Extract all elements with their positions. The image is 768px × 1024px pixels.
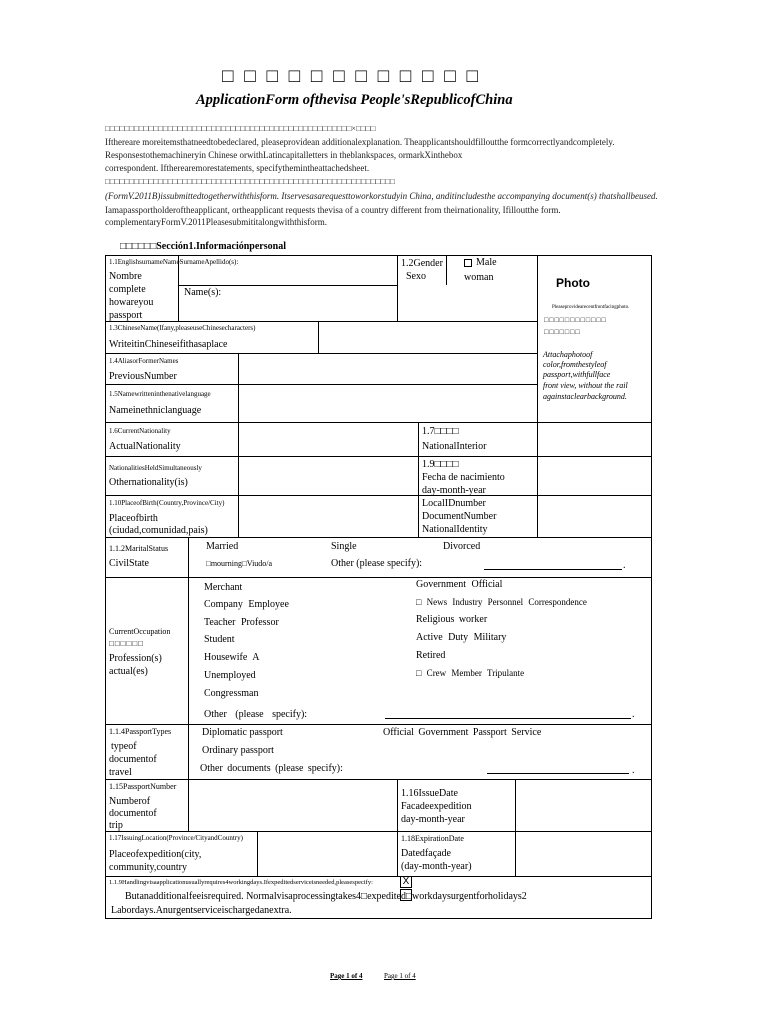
- marital-other-line[interactable]: [484, 569, 622, 570]
- marital-single-option[interactable]: Single: [331, 541, 357, 552]
- urgent-checkbox[interactable]: [400, 889, 412, 901]
- photo-instruction-small: Pleaseprovidearecentfrontfacingphoto.: [552, 305, 630, 310]
- marital-widowed-option[interactable]: □mourning□Viudo/a: [206, 559, 273, 568]
- form-title: ApplicationForm ofthevisa People'sRepublicofChina: [196, 92, 513, 108]
- photo-desc-3: passport,withfullface: [543, 370, 611, 379]
- photo-desc-1: Attachaphotoof: [543, 350, 593, 359]
- field-1-18-value-2: (day-month-year): [401, 861, 472, 872]
- field-1-14-label: 1.1.4PassportTypes: [109, 727, 172, 736]
- former-names-input[interactable]: [240, 355, 535, 382]
- field-1-19-value-1: Butanadditionalfeeisrequired. Normalvisaprocessingtakes4□expedited□workdaysurgentforholidays2: [125, 891, 527, 902]
- nationality-input[interactable]: [240, 424, 416, 454]
- photo-cjk-1: □□□□□□□□□□□□: [544, 316, 607, 324]
- field-1-1-nombre: Nombre: [109, 271, 142, 282]
- field-1-17-value-2: community,country: [109, 862, 187, 873]
- intro-line-5: complementaryFormV.2011Pleasesubmititalongwiththisform.: [105, 217, 327, 227]
- photo-title: Photo: [556, 276, 590, 290]
- section-title: [120, 241, 286, 253]
- field-1-10-label: 1.10PlaceofBirth(Country,Province/City): [109, 499, 225, 507]
- birth-date-input[interactable]: [539, 458, 650, 493]
- male-label: Male: [476, 257, 497, 268]
- field-1-11-value-3: NationalIdentity: [422, 524, 488, 535]
- gender-label: 1.2Gender: [401, 258, 443, 269]
- field-1-7-value: NationalInterior: [422, 441, 487, 452]
- field-1-10-value-1: Placeofbirth: [109, 513, 158, 524]
- field-1-7-label: 1.7□□□□: [422, 426, 459, 437]
- field-1-15-value-3: trip: [109, 820, 123, 831]
- field-1-18-label: 1.18ExpirationDate: [401, 834, 464, 843]
- occupation-cjk: □□□□□□: [109, 639, 144, 648]
- section-title-text: Sección1.Informaciónpersonal: [156, 241, 286, 252]
- occ-unemployed[interactable]: Unemployed: [204, 670, 256, 681]
- occ-company-employee[interactable]: Company Employee: [204, 599, 289, 610]
- occupation-value-2: actual(es): [109, 666, 148, 677]
- occ-student[interactable]: Student: [204, 634, 235, 645]
- gender-male-option[interactable]: [464, 257, 497, 269]
- photo-desc-4: front view, without the rail: [543, 381, 628, 390]
- occ-merchant[interactable]: Merchant: [204, 582, 243, 593]
- given-names-label: Name(s):: [184, 287, 222, 298]
- expedited-checkbox[interactable]: X: [400, 876, 412, 888]
- intro-line-2: Responsestothemachineryin Chinese orwithLatincapitalletters in theblankspaces, ormarkXinthebox: [105, 150, 463, 160]
- passport-number-input[interactable]: [190, 781, 395, 829]
- field-1-9-value-1: Fecha de nacimiento: [422, 472, 505, 483]
- passport-other-line[interactable]: [487, 773, 629, 774]
- photo-area[interactable]: [540, 258, 650, 420]
- page-indicator-2: Page 1 of 4: [384, 972, 416, 980]
- occ-news[interactable]: □ News Industry Personnel Correspondence: [416, 597, 587, 607]
- field-1-4-label: 1.4AliasorFormerNames: [109, 357, 179, 365]
- field-1-9-value-2: day-month-year: [422, 485, 486, 496]
- national-id-input[interactable]: [539, 424, 650, 454]
- gender-female-option[interactable]: [464, 272, 493, 284]
- surname-input[interactable]: [180, 265, 394, 283]
- other-nationality-input[interactable]: [240, 458, 416, 493]
- occupation-label: CurrentOccupation: [109, 627, 171, 636]
- occ-congressman[interactable]: Congressman: [204, 688, 259, 699]
- birthplace-input[interactable]: [240, 497, 416, 535]
- occupation-value-1: Profession(s): [109, 653, 162, 664]
- occ-retired[interactable]: Retired: [416, 650, 446, 661]
- field-1-1-label: 1.1EnglishsurnameNameSurnameApellido(s):: [109, 258, 239, 266]
- cjk-title: □ □ □ □ □ □ □ □ □ □ □ □: [222, 66, 481, 87]
- period: .: [632, 709, 635, 720]
- photo-desc-2: color,fromthestyleof: [543, 360, 607, 369]
- photo-cjk-2: □□□□□□□: [544, 328, 581, 336]
- intro-line-1: Ifthereare moreitemsthatneedtobedeclared, pleaseprovidean additionalexplanation. Theapplicantshouldfilloutthe formcorrectlyandcompletely.: [105, 137, 615, 147]
- marital-divorced-option[interactable]: Divorced: [443, 541, 481, 552]
- field-1-9-label: 1.9□□□□: [422, 459, 459, 470]
- issue-date-input[interactable]: [517, 781, 650, 829]
- page-indicator-1: Page 1 of 4: [330, 972, 363, 980]
- field-1-8-label: NationalitiesHeldSimultaneously: [109, 464, 202, 472]
- passport-other-label: Other documents (please specify):: [200, 763, 343, 774]
- field-1-6-label: 1.6CurrentNationality: [109, 427, 171, 435]
- occ-government[interactable]: Government Official: [416, 579, 503, 590]
- cjk-instructions-1: □□□□□□□□□□□□□□□□□□□□□□□□□□□□□□□□□□□□□□□□□□□□□□□□□□□×□□□□: [105, 124, 376, 133]
- marital-other-label: Other (please specify):: [331, 558, 423, 569]
- period: .: [623, 560, 626, 571]
- passport-ordinary-option[interactable]: Ordinary passport: [202, 745, 274, 756]
- occ-other-line[interactable]: [385, 718, 631, 719]
- chinese-name-input[interactable]: [320, 323, 535, 351]
- field-1-17-value-1: Placeofexpedition(city,: [109, 849, 202, 860]
- field-1-11-value-1: LocalIDnumber: [422, 498, 486, 509]
- photo-desc-5: againstaclearbackground.: [543, 392, 627, 401]
- female-label: woman: [464, 272, 494, 283]
- field-1-10-value-2: (ciudad,comunidad,pais): [109, 525, 208, 536]
- field-1-15-label: 1.15PassportNumber: [109, 782, 177, 791]
- field-1-16-label: 1.16IssueDate: [401, 788, 458, 799]
- field-1-14-value-2: documentof: [109, 754, 157, 765]
- field-1-12-value: CivilState: [109, 558, 149, 569]
- issuing-location-input[interactable]: [259, 833, 395, 874]
- field-1-1-complete: complete: [109, 284, 146, 295]
- field-1-16-value-2: day-month-year: [401, 814, 465, 825]
- gender-sexo: Sexo: [406, 271, 426, 282]
- field-1-3-value: WriteitinChineseifithasaplace: [109, 339, 228, 350]
- field-1-11-value-2: DocumentNumber: [422, 511, 497, 522]
- native-name-input[interactable]: [240, 386, 535, 420]
- given-names-input[interactable]: [240, 290, 394, 318]
- local-id-input[interactable]: [539, 497, 650, 535]
- field-1-1-passport: passport: [109, 310, 143, 321]
- field-1-8-value: Othernationality(is): [109, 477, 188, 488]
- field-1-17-label: 1.17IssuingLocation(Province/CityandCountry): [109, 834, 243, 842]
- occ-teacher[interactable]: Teacher Professor: [204, 617, 279, 628]
- field-1-16-value-1: Facadeexpedition: [401, 801, 472, 812]
- period: .: [632, 765, 635, 776]
- occ-crew[interactable]: □ Crew Member Tripulante: [416, 668, 525, 678]
- field-1-19-value-2: Labordays.Anurgentserviceischargedanextra.: [111, 905, 292, 916]
- field-1-19-label: 1.1.9Handlingvisaapplicationusuallyrequires4workingdays.Ifexpeditedserviceisneeded,pleasespecify:: [109, 879, 373, 886]
- occ-housewife[interactable]: Housewife A: [204, 652, 260, 663]
- italic-note: (FormV.2011B)issubmittedtogetherwiththisform. Itservesasarequesttoworkorstudyin China, anditincludesthe accompanying document(s) thatshallbeused.: [105, 191, 658, 201]
- field-1-5-label: 1.5Namewritteninthenativelanguage: [109, 390, 211, 398]
- passport-official-option[interactable]: Official Government Passport Service: [383, 727, 542, 738]
- field-1-6-value: ActualNationality: [109, 441, 181, 452]
- field-1-3-label: 1.3ChineseName(Ifany,pleaseuseChinesecharacters): [109, 324, 256, 332]
- marital-married-option[interactable]: Married: [206, 541, 239, 552]
- field-1-5-value: Nameinethniclanguage: [109, 405, 202, 416]
- expiration-date-input[interactable]: [517, 833, 650, 874]
- male-checkbox[interactable]: [464, 259, 472, 267]
- occ-military[interactable]: Active Duty Military: [416, 632, 507, 643]
- field-1-14-value-1: typeof: [111, 741, 137, 752]
- intro-line-4: Iamapassportholderoftheapplicant, ortheapplicant requests thevisa of a country different from theirnationality, Ifilloutthe form.: [105, 205, 561, 215]
- field-1-12-label: 1.1.2MaritalStatus: [109, 544, 169, 553]
- field-1-14-value-3: travel: [109, 767, 132, 778]
- passport-diplomatic-option[interactable]: Diplomatic passport: [202, 727, 283, 738]
- cjk-instructions-2: □□□□□□□□□□□□□□□□□□□□□□□□□□□□□□□□□□□□□□□□□□□□□□□□□□□□□□□□□□□□: [105, 177, 395, 186]
- field-1-15-value-2: documentof: [109, 808, 157, 819]
- field-1-4-value: PreviousNumber: [109, 371, 177, 382]
- field-1-1-howareyou: howareyou: [109, 297, 154, 308]
- intro-line-3: correspondent. Iftherearemorestatements, specifythemintheattachedsheet.: [105, 163, 370, 173]
- section-title-cjk: □□□□□□: [120, 241, 157, 252]
- occ-religious[interactable]: Religious worker: [416, 614, 488, 625]
- occ-other-label: Other (please specify):: [204, 709, 308, 720]
- field-1-15-value-1: Numberof: [109, 796, 151, 807]
- field-1-18-value-1: Datedfaçade: [401, 848, 451, 859]
